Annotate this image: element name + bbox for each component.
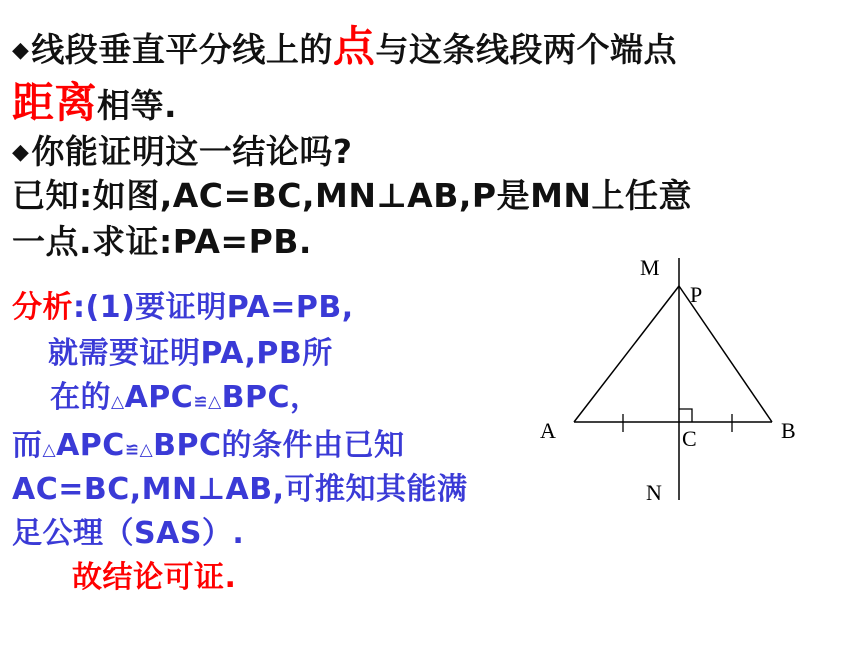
statement-line-2 <box>12 70 177 130</box>
analysis-text: 在的 <box>50 380 111 415</box>
prove-line: 一点.求证:PA=PB. <box>12 222 312 261</box>
triangle-symbol: △ <box>42 440 57 460</box>
statement-text: 相等. <box>97 86 178 125</box>
analysis-text: BPC， <box>221 380 321 415</box>
question-text: 你能证明这一结论吗? <box>31 132 353 171</box>
diamond-bullet-icon: ◆ <box>12 38 30 63</box>
statement-text: 与这条线段两个端点 <box>375 30 677 69</box>
analysis-text: APC <box>56 428 125 463</box>
triangle-symbol: △ <box>111 392 125 412</box>
analysis-line-6: 足公理（SAS）. <box>12 516 245 551</box>
segment-pa <box>574 286 679 422</box>
analysis-line-3 <box>50 372 321 416</box>
label-n: N <box>646 480 662 505</box>
highlight-point: 点 <box>332 22 376 71</box>
analysis-line-1 <box>12 282 354 326</box>
given-line: 已知:如图,AC=BC,MN⊥AB,P是MN上任意 <box>12 176 693 215</box>
label-m: M <box>640 255 660 280</box>
statement-line-1 <box>12 14 677 74</box>
label-b: B <box>781 418 796 443</box>
triangle-symbol: △ <box>208 392 222 412</box>
analysis-text: BPC的条件由已知 <box>153 428 405 463</box>
label-a: A <box>540 418 556 443</box>
analysis-line-2: 就需要证明PA,PB所 <box>48 336 333 371</box>
geometry-figure <box>530 250 820 520</box>
question-line <box>12 126 353 173</box>
congruent-symbol: ≌ <box>193 392 209 412</box>
analysis-line-5: AC=BC,MN⊥AB,可推知其能满 <box>12 472 468 507</box>
analysis-text: :(1)要证明PA=PB, <box>73 290 354 325</box>
analysis-line-4 <box>12 420 405 464</box>
statement-text: 线段垂直平分线上的 <box>31 30 333 69</box>
conclusion-line: 故结论可证. <box>72 560 237 595</box>
diamond-bullet-icon: ◆ <box>12 140 30 165</box>
right-angle-mark <box>679 409 692 422</box>
analysis-text: APC <box>124 380 194 415</box>
highlight-distance: 距离 <box>12 78 98 127</box>
label-p: P <box>690 282 703 307</box>
analysis-text: 而 <box>12 428 43 463</box>
triangle-symbol: △ <box>139 440 154 460</box>
analysis-label: 分析 <box>12 290 73 325</box>
label-c: C <box>682 426 697 451</box>
congruent-symbol: ≌ <box>124 440 140 460</box>
